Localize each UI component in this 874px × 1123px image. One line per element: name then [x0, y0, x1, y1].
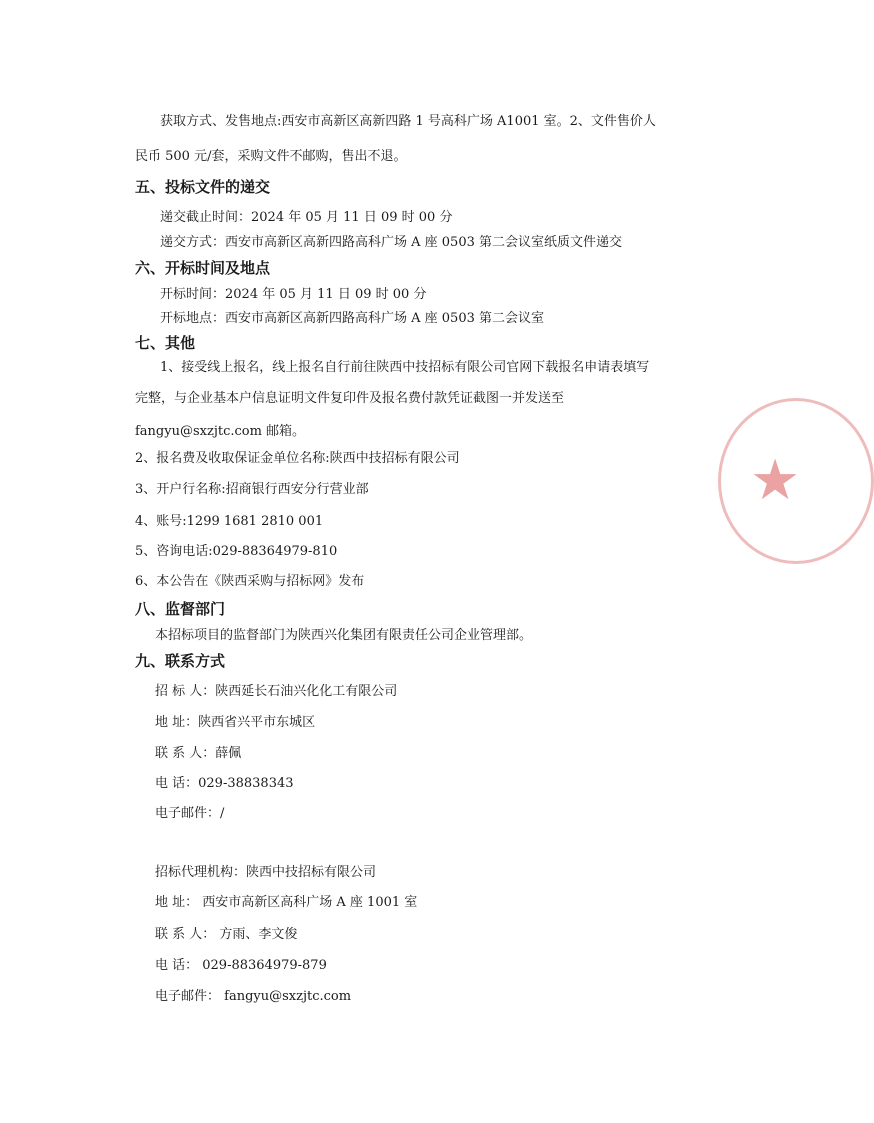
text-line: 招 标 人：陕西延长石油兴化化工有限公司: [155, 684, 398, 699]
section-heading: 八、监督部门: [135, 600, 226, 618]
text-line: 电 话：029-38838343: [155, 776, 294, 791]
text-line: 6、本公告在《陕西采购与招标网》发布: [135, 574, 365, 589]
text-line: 招标代理机构：陕西中技招标有限公司: [155, 865, 377, 880]
text-line: 开标时间：2024 年 05 月 11 日 09 时 00 分: [160, 287, 427, 302]
text-line: 电 话： 029-88364979-879: [155, 958, 327, 973]
section-heading: 九、联系方式: [135, 652, 226, 670]
text-line: 联 系 人：薛佩: [155, 746, 242, 761]
text-line: 4、账号:1299 1681 2810 001: [135, 514, 324, 529]
text-line: 民币 500 元/套，采购文件不邮购，售出不退。: [135, 149, 407, 164]
text-line: 5、咨询电话:029-88364979-810: [135, 544, 338, 559]
text-line: 3、开户行名称:招商银行西安分行营业部: [135, 482, 369, 497]
text-line: 电子邮件：/: [155, 806, 225, 821]
text-line: 递交截止时间：2024 年 05 月 11 日 09 时 00 分: [160, 210, 453, 225]
text-line: 联 系 人： 方雨、李文俊: [155, 927, 298, 942]
text-line: 地 址： 西安市高新区高科广场 A 座 1001 室: [155, 895, 418, 910]
text-line: 获取方式、发售地点:西安市高新区高新四路 1 号高科广场 A1001 室。2、文件售价人: [160, 114, 656, 129]
section-heading: 六、开标时间及地点: [135, 259, 271, 277]
section-heading: 五、投标文件的递交: [135, 178, 271, 196]
section-heading: 七、其他: [135, 334, 196, 352]
text-line: 2、报名费及收取保证金单位名称:陕西中技招标有限公司: [135, 451, 460, 466]
text-line: fangyu@sxzjtc.com 邮箱。: [135, 424, 306, 439]
text-line: 开标地点：西安市高新区高新四路高科广场 A 座 0503 第二会议室: [160, 311, 545, 326]
text-line: 电子邮件： fangyu@sxzjtc.com: [155, 989, 352, 1004]
text-line: 1、接受线上报名，线上报名自行前往陕西中技招标有限公司官网下载报名申请表填写: [160, 360, 650, 375]
text-line: 完整，与企业基本户信息证明文件复印件及报名费付款凭证截图一并发送至: [135, 391, 565, 406]
text-line: 递交方式：西安市高新区高新四路高科广场 A 座 0503 第二会议室纸质文件递交: [160, 235, 623, 250]
star-icon: ★: [750, 448, 801, 513]
text-line: 本招标项目的监督部门为陕西兴化集团有限责任公司企业管理部。: [155, 628, 533, 643]
text-line: 地 址：陕西省兴平市东城区: [155, 715, 316, 730]
